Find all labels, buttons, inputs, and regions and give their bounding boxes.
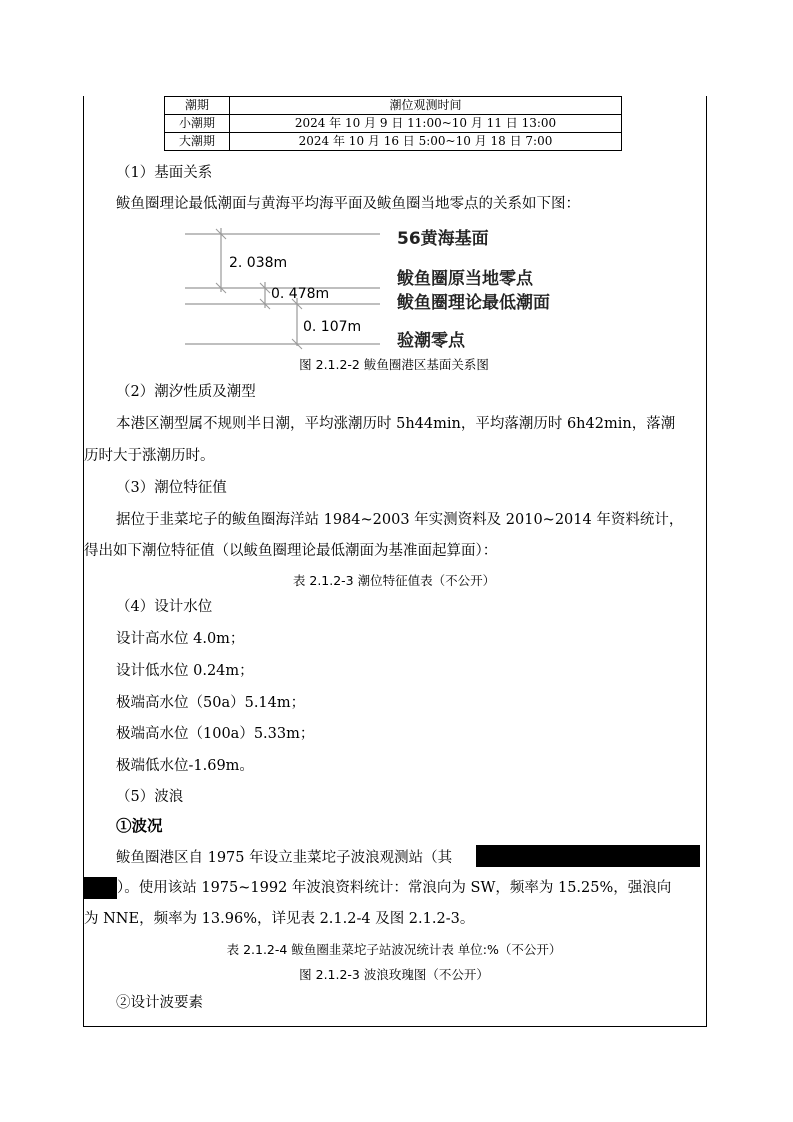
section-heading-datum: （1）基面关系	[116, 165, 213, 181]
design-level-item: 设计低水位 0.24m；	[116, 663, 254, 679]
paragraph-waves-line2: ）。使用该站 1975~1992 年波浪资料统计：常浪向为 SW，频率为 15.25%，强浪向	[117, 880, 672, 896]
design-level-item: 设计高水位 4.0m；	[116, 631, 245, 647]
datum-relation-diagram	[185, 226, 625, 352]
gap-label-2038: 2. 038m	[229, 255, 288, 271]
paragraph-datum-intro: 鲅鱼圈理论最低潮面与黄海平均海平面及鲅鱼圈当地零点的关系如下图：	[116, 196, 580, 212]
paragraph-waves-line3: 为 NNE，频率为 13.96%，详见表 2.1.2-4 及图 2.1.2-3。	[84, 911, 475, 927]
section-heading-tide-type: （2）潮汐性质及潮型	[116, 384, 256, 400]
gap-label-0478: 0. 478m	[271, 286, 330, 302]
paragraph-tide-values-line1: 据位于韭菜坨子的鲅鱼圈海洋站 1984~2003 年实测资料及 2010~2014 年资料统计，	[116, 512, 684, 528]
subheading-design-wave: ②设计波要素	[116, 995, 203, 1011]
table-cell: 大潮期	[165, 133, 230, 151]
table-caption-tide-values: 表 2.1.2-3 潮位特征值表（不公开）	[292, 573, 496, 588]
table-cell: 2024 年 10 月 16 日 5:00~10 月 18 日 7:00	[230, 133, 622, 151]
redaction-bar	[84, 877, 117, 899]
paragraph-waves-line1: 鲅鱼圈港区自 1975 年设立韭菜坨子波浪观测站（其	[116, 850, 453, 866]
table-row	[165, 133, 622, 151]
level-name-gauge-zero: 验潮零点	[397, 331, 465, 351]
section-heading-tide-values: （3）潮位特征值	[116, 480, 227, 496]
paragraph-tide-type-line1: 本港区潮型属不规则半日潮，平均涨潮历时 5h44min，平均落潮历时 6h42min，落潮	[116, 416, 676, 432]
tide-observation-table	[164, 96, 622, 151]
section-heading-waves: （5）波浪	[116, 789, 184, 805]
table-row	[165, 115, 622, 133]
section-heading-design-level: （4）设计水位	[116, 599, 213, 615]
table-cell: 2024 年 10 月 9 日 11:00~10 月 11 日 13:00	[230, 115, 622, 133]
figure-caption-wave-rose: 图 2.1.2-3 波浪玫瑰图（不公开）	[299, 967, 489, 982]
table-header: 潮位观测时间	[230, 97, 622, 115]
gap-label-0107: 0. 107m	[303, 319, 362, 335]
table-caption-wave-stats: 表 2.1.2-4 鲅鱼圈韭菜坨子站波况统计表 单位:%（不公开）	[226, 942, 562, 957]
paragraph-tide-type-line2: 历时大于涨潮历时。	[84, 448, 215, 464]
table-header: 潮期	[165, 97, 230, 115]
design-level-item: 极端高水位（50a）5.14m；	[116, 695, 306, 711]
level-name-local-zero: 鲅鱼圈原当地零点	[397, 269, 533, 289]
table-cell: 小潮期	[165, 115, 230, 133]
figure-caption-datum: 图 2.1.2-2 鲅鱼圈港区基面关系图	[299, 357, 489, 372]
design-level-item: 极端低水位-1.69m。	[116, 758, 254, 774]
level-name-theoretical-low: 鲅鱼圈理论最低潮面	[397, 293, 550, 313]
subheading-wave-conditions: ①波况	[116, 816, 163, 835]
redaction-bar	[476, 845, 700, 867]
paragraph-tide-values-line2: 得出如下潮位特征值（以鲅鱼圈理论最低潮面为基准面起算面）：	[84, 543, 498, 559]
level-name-yellow-sea: 56黄海基面	[397, 229, 489, 249]
design-level-item: 极端高水位（100a）5.33m；	[116, 726, 315, 742]
table-header-row	[165, 97, 622, 115]
